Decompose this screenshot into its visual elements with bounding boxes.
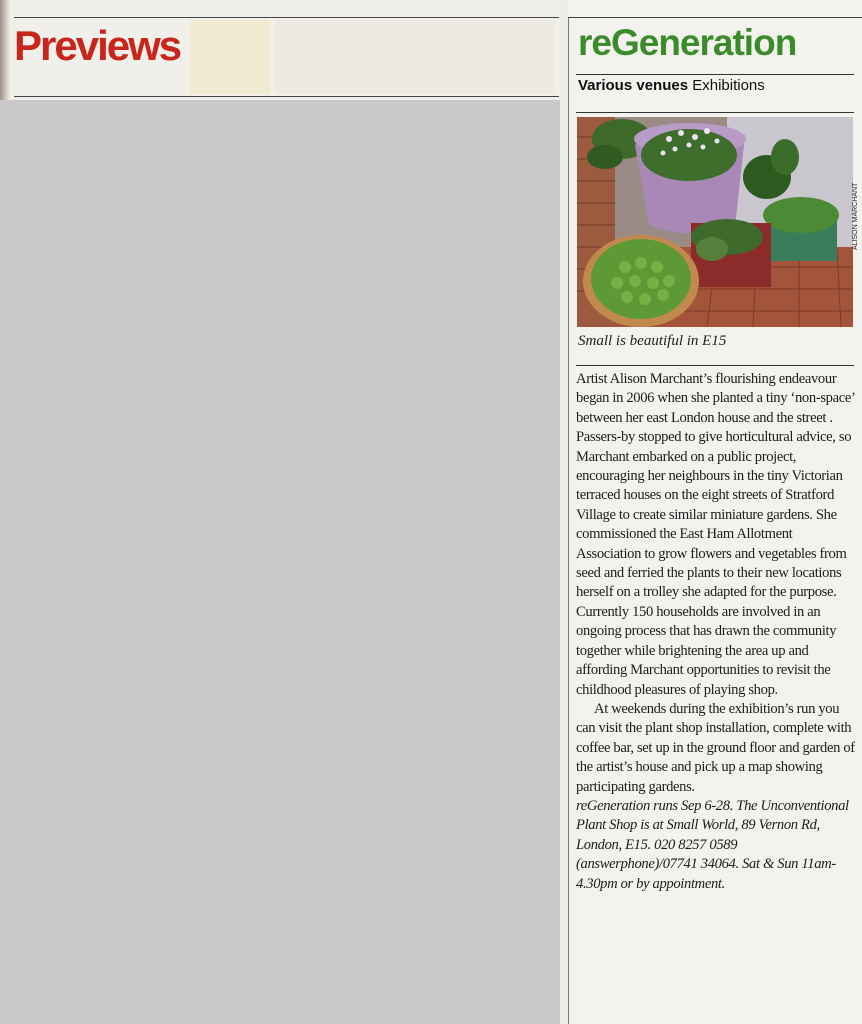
page-edge-shadow	[0, 0, 10, 100]
redacted-content-area	[0, 100, 560, 1024]
title-rule	[576, 74, 854, 75]
garden-photo-illustration	[577, 117, 853, 327]
header-rule	[568, 17, 862, 18]
article-title: reGeneration	[578, 22, 797, 63]
section-title: Previews	[14, 22, 181, 69]
caption-rule	[576, 365, 854, 366]
header-rule	[14, 17, 559, 18]
garden-photo	[577, 117, 853, 327]
article-paragraph: Artist Alison Marchant’s flourishing endeavour began in 2006 when she planted a tiny ‘non-space’ between her east London house and the street . Passers-by stopped to give horticultural advice, so Marchant embarked on a public project, encouraging her neighbours in the tiny Victorian terraced houses on the eight streets of Stratford Village to create similar miniature gardens. She commissioned the East Ham Allotment Association to grow flowers and vegetables from seed and ferried the plants to their new locations herself on a trolley she adapted for the purpose. Currently 150 households are involved in an ongoing process that has drawn the community together while brightening the area up and affording Marchant opportunities to revisit the childhood pleasures of playing shop.	[576, 371, 855, 698]
show-through-block	[275, 20, 555, 94]
venue-rule	[576, 112, 854, 113]
photo-caption: Small is beautiful in E15	[578, 333, 727, 349]
article-body	[576, 370, 856, 894]
header-rule	[14, 96, 559, 97]
photo-credit: ALISON MARCHANT	[852, 182, 859, 250]
article-paragraph: At weekends during the exhibition’s run you can visit the plant shop installation, complete with coffee bar, set up in the ground floor and garden of the artist’s house and pick up a map showing participating gardens.	[576, 700, 855, 795]
venue-name: Various venues	[578, 77, 689, 94]
category-label: Exhibitions	[692, 77, 765, 94]
column-divider	[568, 18, 569, 1024]
show-through-block	[190, 20, 270, 94]
listing-info: reGeneration runs Sep 6-28. The Unconventional Plant Shop is at Small World, 89 Vernon Rd, London, E15. 020 8257 0589 (answerphone)/07741 34064. Sat & Sun 11am-4.30pm or by appointment.	[576, 797, 849, 892]
venue-line	[578, 76, 765, 96]
